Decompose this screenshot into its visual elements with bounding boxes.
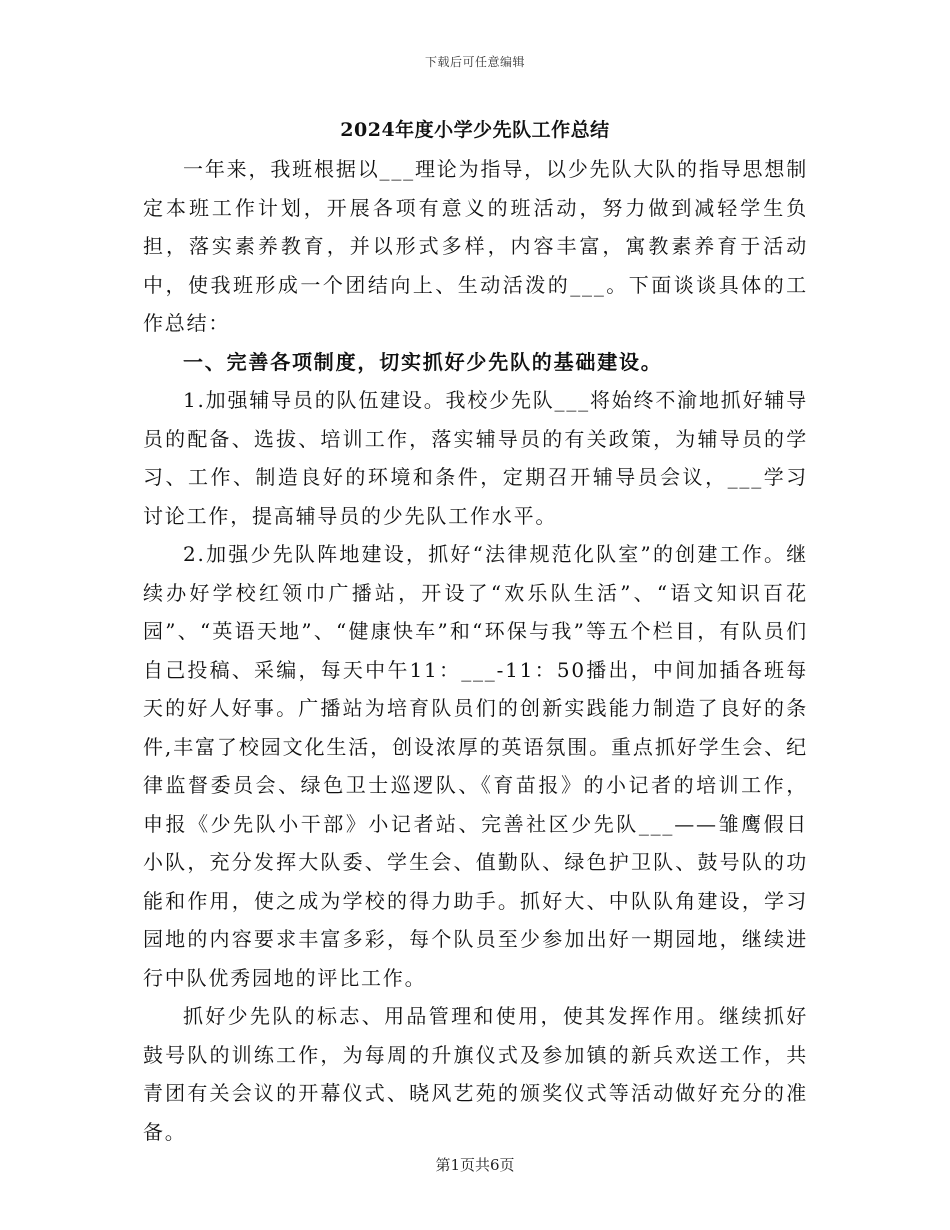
paragraph-counselor-team: 1.加强辅导员的队伍建设。我校少先队___将始终不渝地抓好辅导员的配备、选拔、培训工作，落实辅导员的有关政策，为辅导员的学习、工作、制造良好的环境和条件，定期召开辅导员会议，___学习讨论工作，提高辅导员的少先队工作水平。 — [143, 388, 808, 528]
document-body — [143, 150, 808, 1151]
paragraph-position-building: 2.加强少先队阵地建设，抓好“法律规范化队室”的创建工作。继续办好学校红领巾广播站，开设了“欢乐队生活”、“语文知识百花园”、“英语天地”、“健康快车”和“环保与我”等五个栏目，有队员们自己投稿、采编，每天中午11：___-11：50播出，中间加插各班每天的好人好事。广播站为培育队员们的创新实践能力制造了良好的条件,丰富了校园文化生活，创设浓厚的英语氛围。重点抓好学生会、纪律监督委员会、绿色卫士巡逻队、《育苗报》的小记者的培训工作，申报《少先队小干部》小记者站、完善社区少先队___——雏鹰假日小队，充分发挥大队委、学生会、值勤队、绿色护卫队、鼓号队的功能和作用，使之成为学校的得力助手。抓好大、中队队角建设，学习园地的内容要求丰富多彩，每个队员至少参加出好一期园地，继续进行中队优秀园地的评比工作。 — [143, 542, 808, 990]
paragraph-symbols-management: 抓好少先队的标志、用品管理和使用，使其发挥作用。继续抓好鼓号队的训练工作，为每周的升旗仪式及参加镇的新兵欢送工作，共青团有关会议的开幕仪式、晓风艺苑的颁奖仪式等活动做好充分的准备。 — [143, 1004, 808, 1144]
intro-paragraph: 一年来，我班根据以___理论为指导，以少先队大队的指导思想制定本班工作计划，开展各项有意义的班活动，努力做到减轻学生负担，落实素养教育，并以形式多样，内容丰富，寓教素养育于活动中，使我班形成一个团结向上、生动活泼的___。下面谈谈具体的工作总结： — [143, 157, 808, 335]
document-title: 2024年度小学少先队工作总结 — [340, 119, 610, 141]
section-heading: 一、完善各项制度，切实抓好少先队的基础建设。 — [183, 349, 663, 374]
page-number: 第1页共6页 — [435, 1156, 515, 1174]
header-note: 下载后可任意编辑 — [424, 55, 525, 69]
